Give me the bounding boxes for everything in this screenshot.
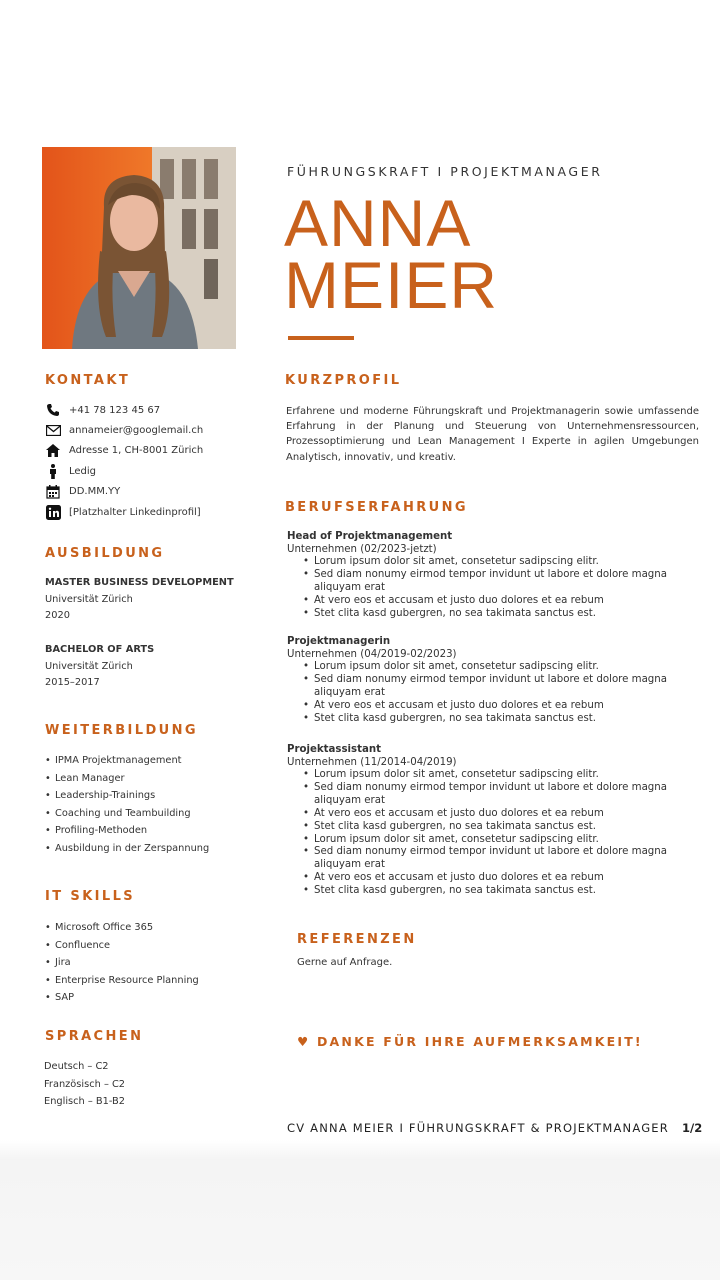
education-heading: AUSBILDUNG [45,546,165,561]
list-item: • Sed diam nonumy eirmod tempor invidunt ut labore et dolore magna aliquyam erat [303,782,687,808]
list-item: • Stet clita kasd gubergren, no sea takimata sanctus est. [303,713,687,726]
job-company: Unternehmen (02/2023-jetzt) [287,544,437,555]
linkedin-icon [45,505,61,519]
list-item: Englisch – B1-B2 [44,1096,125,1107]
contact-birthdate-text: DD.MM.YY [69,486,121,498]
education-year: 2015–2017 [45,677,100,689]
languages-list [44,1058,125,1111]
job-entry [287,635,687,726]
profile-text: Erfahrene und moderne Führungskraft und Projektmanagerin sowie umfassende Erfahrung in der Planung und Steuerung von Unternehmensressourcen, Prozessoptimierung und Lean Management I Experte in agilen Umgebungen Analytisch, innovativ, und kreativ. [286,406,699,463]
list-item: • Confluence [45,937,199,955]
it-skills-heading: IT SKILLS [45,889,136,904]
list-item: • Lorum ipsum dolor sit amet, consetetur sadipscing elitr. [303,661,687,674]
profile-photo [42,147,236,349]
footer-text: CV ANNA MEIER I FÜHRUNGSKRAFT & PROJEKTMANAGER [287,1121,669,1135]
list-item: • Leadership-Trainings [45,787,209,805]
job-entry [287,530,687,621]
contact-phone [45,400,245,420]
job-title: Head of Projektmanagement [287,531,453,542]
list-item: • Sed diam nonumy eirmod tempor invidunt ut labore et dolore magna aliquyam erat [303,569,687,595]
list-item: • Stet clita kasd gubergren, no sea takimata sanctus est. [303,885,687,898]
contact-heading: KONTAKT [45,373,131,388]
contact-phone-text: +41 78 123 45 67 [69,404,161,416]
list-item: • Stet clita kasd gubergren, no sea takimata sanctus est. [303,608,687,621]
list-item: • At vero eos et accusam et justo duo dolores et ea rebum [303,595,687,608]
references-heading: REFERENZEN [297,932,417,947]
job-title: Projektmanagerin [287,636,391,647]
list-item: • Lorum ipsum dolor sit amet, consetetur sadipscing elitr. [303,556,687,569]
education-school: Universität Zürich [45,660,133,672]
job-company: Unternehmen (04/2019-02/2023) [287,649,457,660]
list-item: • SAP [45,989,199,1007]
contact-status [45,461,245,481]
full-name [284,186,499,322]
job-subtitle: FÜHRUNGSKRAFT I PROJEKTMANAGER [287,164,603,179]
education-degree: BACHELOR OF ARTS [45,644,155,655]
list-item: • At vero eos et accusam et justo duo dolores et ea rebum [303,808,687,821]
list-item: • IPMA Projektmanagement [45,752,209,770]
contact-email-text: annameier@googlemail.ch [69,425,204,437]
contact-list [45,400,245,522]
references-text: Gerne auf Anfrage. [297,957,393,968]
person-icon [45,464,61,478]
page-bottom-background [0,1140,720,1280]
list-item: Französisch – C2 [44,1078,126,1090]
thanks-message: ♥ DANKE FÜR IHRE AUFMERKSAMKEIT! [297,1034,643,1049]
contact-birthdate [45,482,245,502]
training-list [45,752,209,858]
calendar-icon [45,485,61,499]
contact-email [45,420,245,440]
first-name: ANNA [284,186,472,260]
list-item: • Sed diam nonumy eirmod tempor invidunt ut labore et dolore magna aliquyam erat [303,674,687,700]
education-year: 2020 [45,610,70,622]
list-item: • Lean Manager [45,770,209,788]
contact-linkedin-text: [Platzhalter Linkedinprofil] [69,506,201,518]
page-number: 1/2 [682,1121,703,1135]
education-school: Universität Zürich [45,593,133,605]
list-item: • Lorum ipsum dolor sit amet, consetetur sadipscing elitr. [303,769,687,782]
mail-icon [45,424,61,438]
list-item: • Enterprise Resource Planning [45,972,199,990]
job-bullets [303,769,687,898]
education-degree: MASTER BUSINESS DEVELOPMENT [45,577,234,588]
it-skills-list [45,919,199,1007]
training-heading: WEITERBILDUNG [45,723,198,738]
phone-icon [45,403,61,417]
contact-status-text: Ledig [69,465,97,477]
experience-heading: BERUFSERFAHRUNG [285,500,468,515]
list-item: • Lorum ipsum dolor sit amet, consetetur sadipscing elitr. [303,834,687,847]
education-entry [45,642,154,692]
list-item: • At vero eos et accusam et justo duo dolores et ea rebum [303,700,687,713]
contact-address-text: Adresse 1, CH-8001 Zürich [69,445,204,457]
contact-address [45,441,245,461]
last-name: MEIER [284,248,499,322]
list-item: • Sed diam nonumy eirmod tempor invidunt ut labore et dolore magna aliquyam erat [303,846,687,872]
education-entry [45,575,234,625]
languages-heading: SPRACHEN [45,1029,144,1044]
list-item: • Jira [45,954,199,972]
list-item: • Ausbildung in der Zerspannung [45,840,209,858]
job-company: Unternehmen (11/2014-04/2019) [287,757,457,768]
list-item: • Profiling-Methoden [45,822,209,840]
list-item: Deutsch – C2 [44,1061,109,1072]
home-icon [45,444,61,458]
job-bullets [303,661,687,726]
list-item: • Microsoft Office 365 [45,919,199,937]
list-item: • Coaching und Teambuilding [45,805,209,823]
profile-heading: KURZPROFIL [285,373,402,388]
list-item: • At vero eos et accusam et justo duo dolores et ea rebum [303,872,687,885]
job-bullets [303,556,687,621]
name-underline [288,336,354,340]
job-entry [287,743,687,898]
job-title: Projektassistant [287,744,381,755]
contact-linkedin [45,502,245,522]
list-item: • Stet clita kasd gubergren, no sea takimata sanctus est. [303,821,687,834]
